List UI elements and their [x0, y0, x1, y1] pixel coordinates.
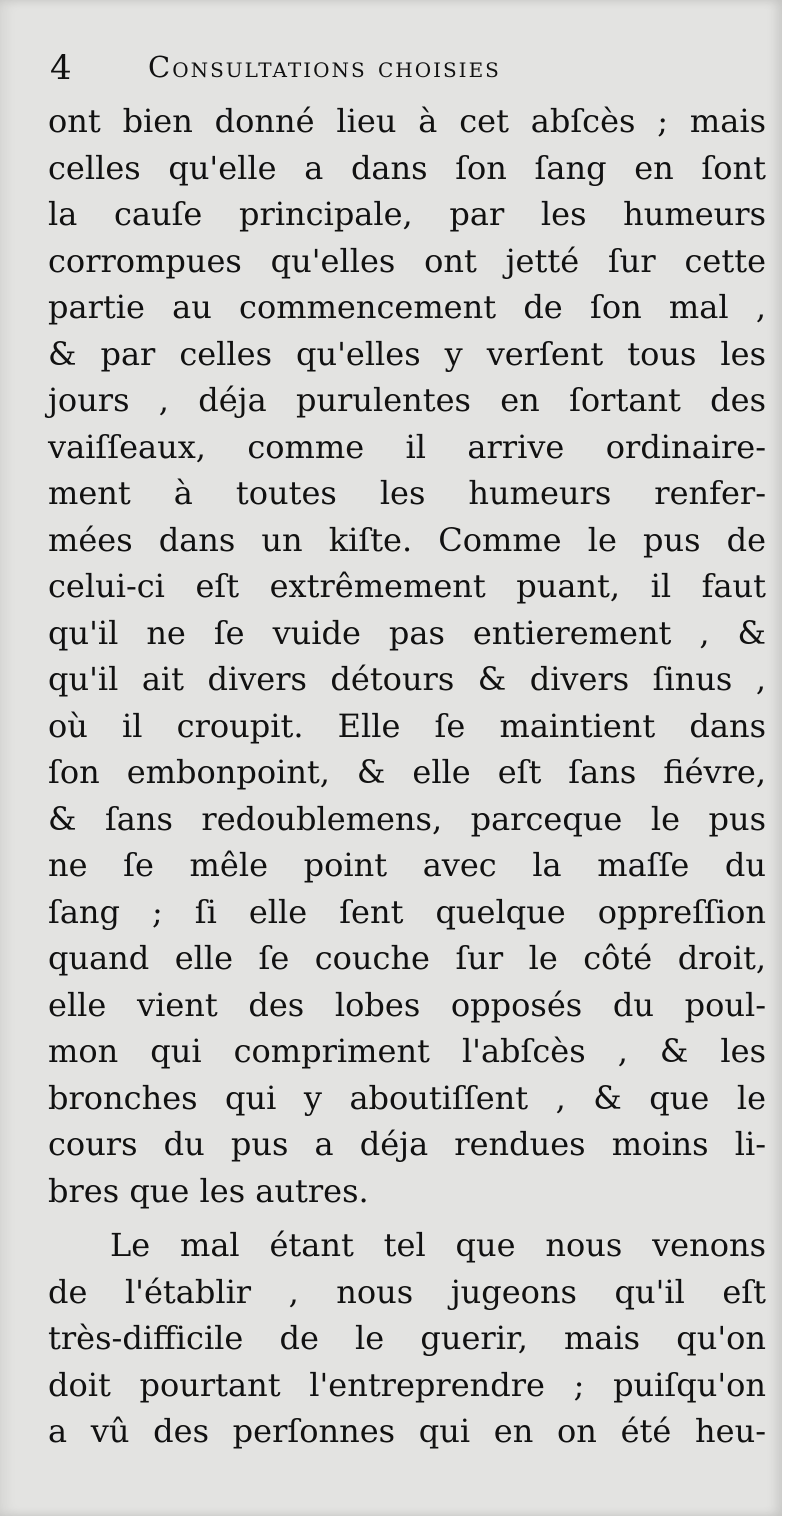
text-line: corrompues qu'elles ont jetté ſur cette: [48, 241, 766, 280]
body-text: [48, 98, 766, 1455]
text-line: qu'il ne ſe vuide pas entierement , &: [48, 613, 766, 652]
text-line: a vû des perſonnes qui en on été heu-: [48, 1412, 766, 1450]
text-line: de l'établir , nous jugeons qu'il eſt: [48, 1272, 766, 1311]
text-line: mon qui compriment l'abſcès , & les: [48, 1032, 766, 1070]
text-line: mées dans un kiſte. Comme le pus de: [48, 520, 766, 559]
text-line: ſon embonpoint, & elle eſt ſans fiévre,: [48, 753, 766, 791]
text-line: & ſans redoublemens, parceque le pus: [48, 799, 766, 838]
text-line: celles qu'elle a dans ſon ſang en ſont: [48, 148, 766, 187]
text-line: où il croupit. Elle ſe maintient dans: [48, 706, 766, 745]
text-line: Le mal étant tel que nous venons: [110, 1226, 766, 1264]
text-line: ment à toutes les humeurs renfer-: [48, 474, 766, 512]
running-title: Consultations choisies: [148, 50, 501, 84]
text-line: ſang ; ſi elle ſent quelque oppreſſion: [48, 892, 766, 931]
paragraph: [48, 1222, 766, 1455]
text-line: elle vient des lobes opposés du poul-: [48, 985, 766, 1024]
paragraph: [48, 98, 766, 1214]
text-line: bres que les autres.: [48, 1171, 369, 1210]
paragraph-break: [48, 1214, 766, 1222]
text-line: quand elle ſe couche ſur le côté droit,: [48, 939, 766, 977]
text-line: cours du pus a déja rendues moins li-: [48, 1125, 766, 1163]
page-number: 4: [50, 48, 72, 88]
page-header: [48, 46, 768, 90]
text-line: celui-ci eſt extrêmement puant, il faut: [48, 567, 766, 605]
text-line: bronches qui y aboutiſſent , & que le: [48, 1078, 766, 1117]
text-line: & par celles qu'elles y verſent tous les: [48, 334, 766, 373]
text-line: ont bien donné lieu à cet abſcès ; mais: [48, 102, 766, 140]
text-line: ne ſe mêle point avec la maſſe du: [48, 846, 766, 884]
text-line: la cauſe principale, par les humeurs: [48, 195, 766, 233]
text-line: doit pourtant l'entreprendre ; puiſqu'on: [48, 1365, 766, 1404]
text-line: partie au commencement de ſon mal ,: [48, 288, 766, 326]
text-line: jours , déja purulentes en ſortant des: [48, 381, 766, 419]
text-line: vaiſſeaux, comme il arrive ordinaire-: [48, 427, 766, 466]
text-line: très-difficile de le guerir, mais qu'on: [48, 1319, 766, 1357]
page-edge: [782, 0, 800, 1516]
text-line: qu'il ait divers détours & divers ſinus ,: [48, 660, 766, 698]
